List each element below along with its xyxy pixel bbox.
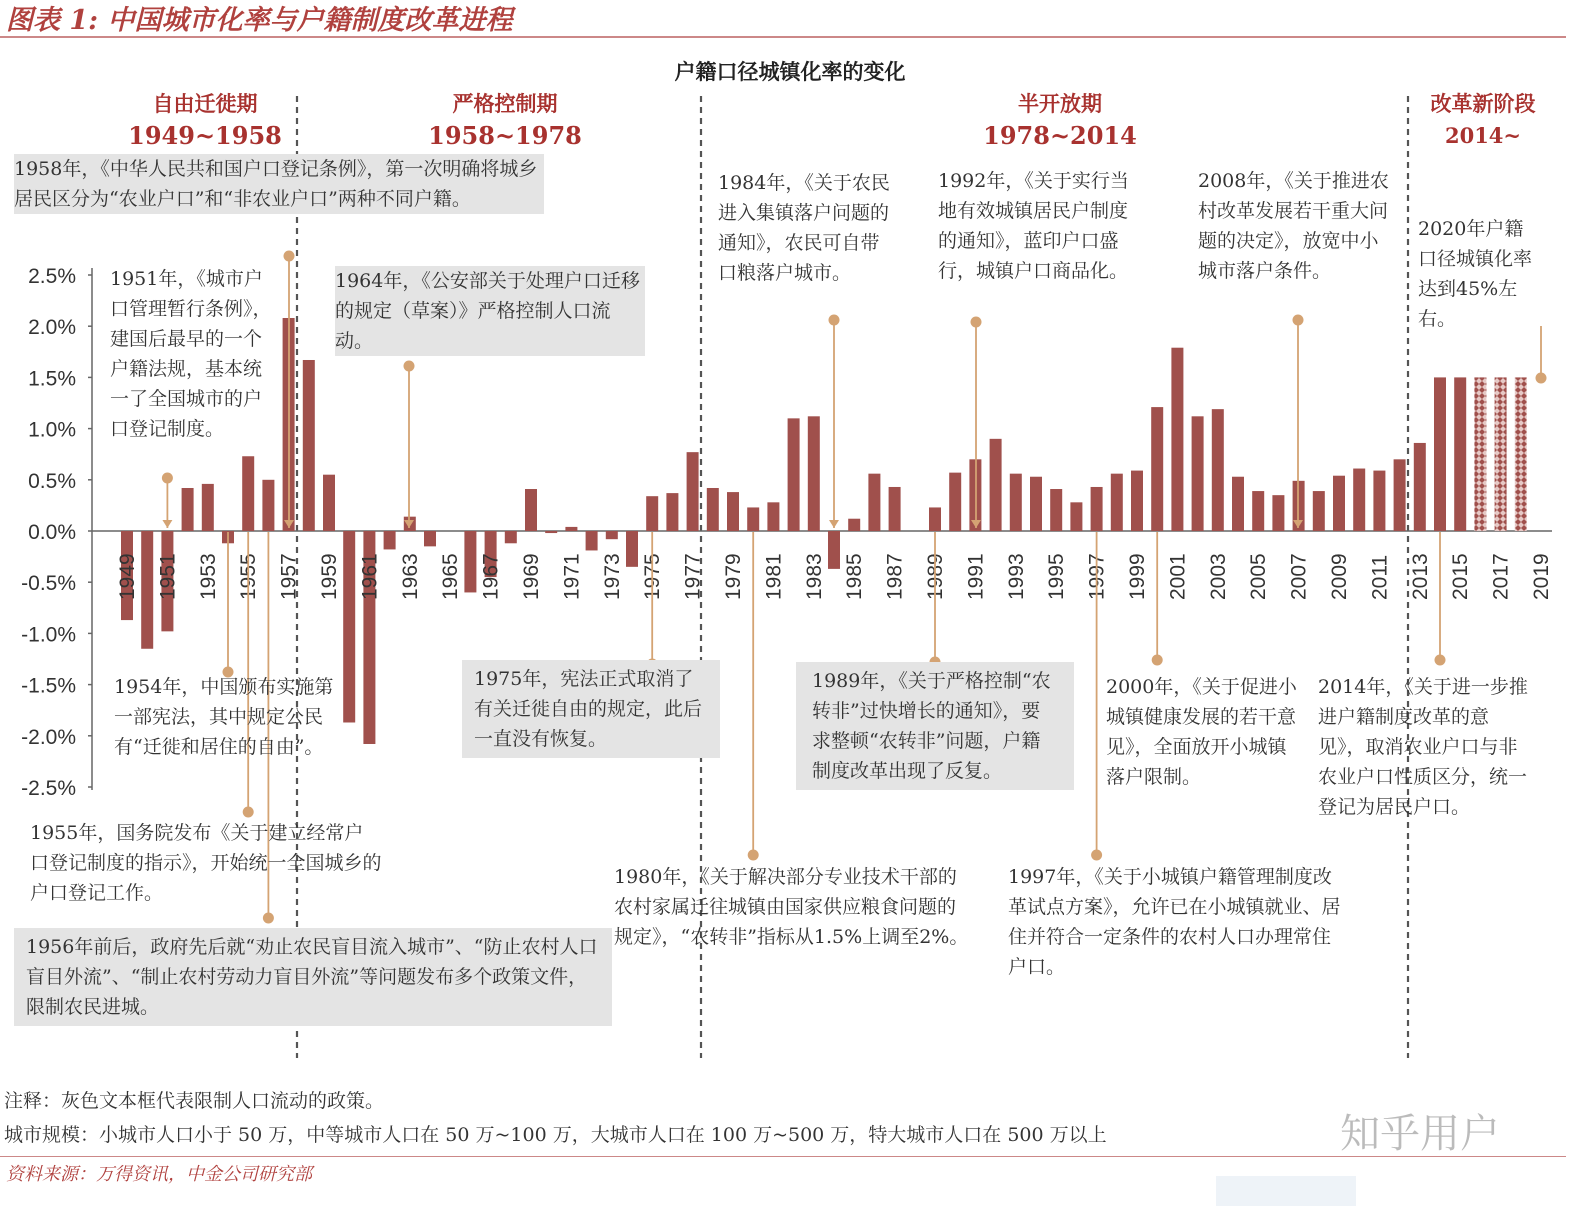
leader-dot: [404, 361, 415, 372]
x-tick-label: 2009: [1328, 553, 1351, 600]
x-tick-label: 1959: [318, 553, 341, 600]
note-1975: 1975年，宪法正式取消了有关迁徙自由的规定，此后一直没有恢复。: [462, 660, 720, 758]
leader-dot: [748, 850, 759, 861]
bar-1998: [1111, 474, 1123, 531]
x-tick-label: 1975: [641, 553, 665, 600]
bar-2003: [1212, 409, 1224, 531]
bar-1987: [889, 487, 901, 531]
x-tick-label: 1961: [358, 553, 382, 600]
bar-1997: [1091, 487, 1103, 531]
x-tick-label: 1953: [196, 553, 220, 600]
y-tick-label: -1.0%: [21, 623, 76, 647]
bar-1983: [808, 416, 820, 531]
leader-dot: [1152, 655, 1163, 666]
bar-1972: [586, 531, 598, 550]
period-label-free-migration: [110, 88, 300, 152]
leader-dot: [971, 317, 982, 328]
x-tick-label: 1981: [762, 553, 786, 600]
x-tick-label: 1999: [1126, 553, 1149, 600]
bar-1969: [525, 489, 537, 531]
bar-1958: [303, 360, 315, 531]
note-1997: 1997年，《关于小城镇户籍管理制度改革试点方案》，允许已在小城镇就业、居住并符合一定条件的农村人口办理常住户口。: [1008, 866, 1341, 978]
bar-1956: [262, 480, 274, 531]
leader-dot: [1293, 315, 1304, 326]
y-tick-label: -2.5%: [21, 777, 76, 800]
period-name: 半开放期: [1018, 91, 1102, 116]
bar-1966: [464, 531, 476, 592]
bar-2014: [1434, 377, 1446, 531]
bar-2018: [1515, 377, 1527, 531]
bar-1981: [767, 502, 779, 531]
x-tick-label: 1949: [116, 553, 139, 600]
x-tick-label: 1997: [1085, 553, 1109, 600]
period-years: 1978~2014: [983, 121, 1137, 150]
x-tick-label: 2011: [1368, 554, 1392, 600]
bar-1974: [626, 531, 638, 567]
note-1964: 1964年，《公安部关于处理户口迁移的规定（草案）》严格控制人口流动。: [335, 266, 645, 356]
x-tick-label: 2015: [1449, 553, 1473, 600]
period-label-strict-control: [405, 88, 605, 152]
x-tick-label: 1957: [277, 553, 301, 600]
bar-1962: [384, 531, 396, 549]
leader-dot: [829, 315, 840, 326]
x-tick-label: 1989: [924, 553, 947, 600]
period-years: 1958~1978: [428, 121, 582, 150]
bar-1985: [848, 519, 860, 531]
x-tick-label: 2017: [1489, 553, 1513, 600]
leader-dot: [162, 473, 173, 484]
bar-1986: [868, 474, 880, 531]
bar-1978: [707, 488, 719, 531]
x-tick-label: 1987: [883, 553, 907, 600]
footer-note: 注释：灰色文本框代表限制人口流动的政策。: [4, 1090, 385, 1112]
bar-1990: [949, 473, 961, 531]
note-1989: 1989年，《关于严格控制“农转非”过快增长的通知》，要求整顿“农转非”问题，户籍制度改革出现了反复。: [796, 662, 1074, 790]
period-name: 自由迁徙期: [152, 91, 258, 116]
note-2000: 2000年，《关于促进小城镇健康发展的若干意见》，全面放开小城镇落户限制。: [1106, 676, 1297, 788]
bar-1955: [242, 456, 254, 531]
title-divider: [0, 36, 1566, 38]
x-tick-label: 1995: [1045, 553, 1069, 600]
bar-2009: [1333, 476, 1345, 531]
y-tick-label: -1.5%: [21, 674, 76, 698]
x-tick-label: 1963: [398, 553, 422, 600]
x-tick-label: 1973: [600, 553, 624, 600]
bar-1984: [828, 531, 840, 569]
bar-1999: [1131, 471, 1143, 531]
y-tick-label: -0.5%: [21, 572, 76, 596]
x-tick-label: 1979: [722, 553, 745, 600]
bar-2002: [1192, 416, 1204, 531]
y-tick-label: 2.0%: [28, 316, 76, 340]
chart-title: 户籍口径城镇化率的变化: [674, 59, 906, 84]
note-1955: 1955年，国务院发布《关于建立经常户口登记制度的指示》，开始统一全国城乡的户口登记工作。: [30, 822, 382, 904]
bar-1992: [990, 439, 1002, 531]
bar-2012: [1394, 459, 1406, 531]
bar-1975: [646, 496, 658, 531]
note-2020: 2020年户籍口径城镇化率达到45%左右。: [1418, 218, 1533, 330]
bar-2000: [1151, 407, 1163, 531]
bar-2016: [1474, 377, 1486, 531]
leader-dot: [1435, 655, 1446, 666]
watermark: 知乎用户: [1340, 1111, 1500, 1157]
y-tick-label: 0.5%: [28, 469, 76, 493]
x-tick-label: 1965: [439, 553, 463, 600]
x-tick-label: 2003: [1206, 553, 1230, 600]
bar-2013: [1414, 443, 1426, 531]
bar-2017: [1495, 377, 1507, 531]
bar-1989: [929, 507, 941, 531]
bottom-divider: [0, 1156, 1566, 1157]
bar-1968: [505, 531, 517, 543]
x-tick-label: 2019: [1530, 553, 1553, 600]
x-tick-label: 1985: [843, 553, 867, 600]
bar-2001: [1171, 348, 1183, 531]
source-line: 资料来源：万得资讯，中金公司研究部: [6, 1164, 312, 1185]
bar-1982: [788, 418, 800, 531]
period-name: 严格控制期: [452, 91, 558, 116]
bar-1950: [141, 531, 153, 649]
bar-2008: [1313, 491, 1325, 531]
bar-1971: [565, 527, 577, 531]
leader-dot: [284, 251, 295, 262]
watermark-fragment: [1216, 1176, 1356, 1206]
x-tick-label: 2005: [1247, 553, 1271, 600]
x-tick-label: 1969: [520, 553, 543, 600]
y-tick-label: 0.0%: [28, 521, 76, 544]
bar-1959: [323, 475, 335, 531]
x-tick-label: 1977: [681, 553, 705, 600]
bar-2011: [1373, 471, 1385, 531]
bar-2005: [1252, 491, 1264, 531]
leader-arrowhead: [829, 520, 839, 528]
y-tick-label: 2.5%: [28, 265, 76, 288]
period-years: 1949~1958: [128, 121, 282, 150]
bar-2006: [1272, 495, 1284, 531]
x-tick-label: 1955: [237, 553, 261, 600]
x-tick-label: 1971: [560, 553, 584, 600]
note-1980: 1980年，《关于解决部分专业技术干部的农村家属迁往城镇由国家供应粮食问题的规定》，“农转非”指标从1.5%上调至2%。: [614, 866, 969, 948]
figure-title: 图表 1: 中国城市化率与户籍制度改革进程: [6, 5, 513, 36]
bar-1996: [1070, 502, 1082, 531]
bar-1973: [606, 531, 618, 539]
x-tick-label: 1951: [156, 553, 180, 600]
x-tick-label: 1967: [479, 553, 503, 600]
bar-1970: [545, 531, 557, 533]
note-1956: 1956年前后，政府先后就“劝止农民盲目流入城市”、“防止农村人口盲目外流”、“制止农村劳动力盲目外流”等问题发布多个政策文件，限制农民进城。: [14, 928, 612, 1026]
x-tick-label: 1991: [964, 553, 988, 600]
note-1984: 1984年，《关于农民进入集镇落户问题的通知》，农民可自带口粮落户城市。: [718, 172, 890, 284]
x-tick-label: 2001: [1166, 553, 1190, 600]
note-1951: 1951年，《城市户口管理暂行条例》，建国后最早的一个户籍法规，基本统一了全国城市的户口登记制度。: [110, 268, 272, 440]
x-tick-label: 1983: [802, 553, 826, 600]
bar-1993: [1010, 474, 1022, 531]
bar-1976: [666, 493, 678, 531]
x-tick-label: 2007: [1287, 553, 1311, 600]
x-tick-label: 1993: [1004, 553, 1028, 600]
bar-1977: [687, 452, 699, 531]
leader-dot: [263, 913, 274, 924]
leader-arrowhead: [162, 520, 172, 528]
bar-1994: [1030, 477, 1042, 531]
bar-1980: [747, 507, 759, 531]
note-1954: 1954年，中国颁布实施第一部宪法，其中规定公民有“迁徙和居住的自由”。: [114, 676, 334, 758]
note-1992: 1992年，《关于实行当地有效城镇居民户制度的通知》，蓝印户口盛行，城镇户口商品化。: [938, 170, 1129, 282]
y-tick-label: -2.0%: [21, 725, 76, 749]
note-2014: 2014年，《关于进一步推进户籍制度改革的意见》，取消农业户口与非农业户口性质区分，统一登记为居民户口。: [1318, 676, 1528, 818]
bar-2010: [1353, 469, 1365, 531]
bar-1952: [182, 488, 194, 531]
period-name: 改革新阶段2014~: [1430, 91, 1536, 148]
bar-1979: [727, 492, 739, 531]
period-label-reform: [1420, 88, 1546, 152]
period-label-semi-open: [960, 88, 1160, 152]
note-2008: 2008年，《关于推进农村改革发展若干重大问题的决定》，放宽中小城市落户条件。: [1198, 170, 1389, 282]
leader-dot: [1091, 850, 1102, 861]
note-1958: 1958年，《中华人民共和国户口登记条例》，第一次明确将城乡居民区分为“农业户口”和“非农业户口”两种不同户籍。: [14, 154, 544, 214]
bar-2015: [1454, 377, 1466, 531]
x-tick-label: 2013: [1408, 553, 1432, 600]
bar-1995: [1050, 489, 1062, 531]
bar-1960: [343, 531, 355, 722]
bar-1953: [202, 484, 214, 531]
bar-2004: [1232, 477, 1244, 531]
y-tick-label: 1.0%: [28, 418, 76, 442]
y-tick-label: 1.5%: [28, 367, 76, 391]
bar-1964: [424, 531, 436, 546]
leader-dot: [1536, 373, 1547, 384]
footer-city-scale: 城市规模：小城市人口小于 50 万，中等城市人口在 50 万~100 万，大城市人口在 100 万~500 万，特大城市人口在 500 万以上: [4, 1124, 1107, 1146]
leader-dot: [243, 807, 254, 818]
